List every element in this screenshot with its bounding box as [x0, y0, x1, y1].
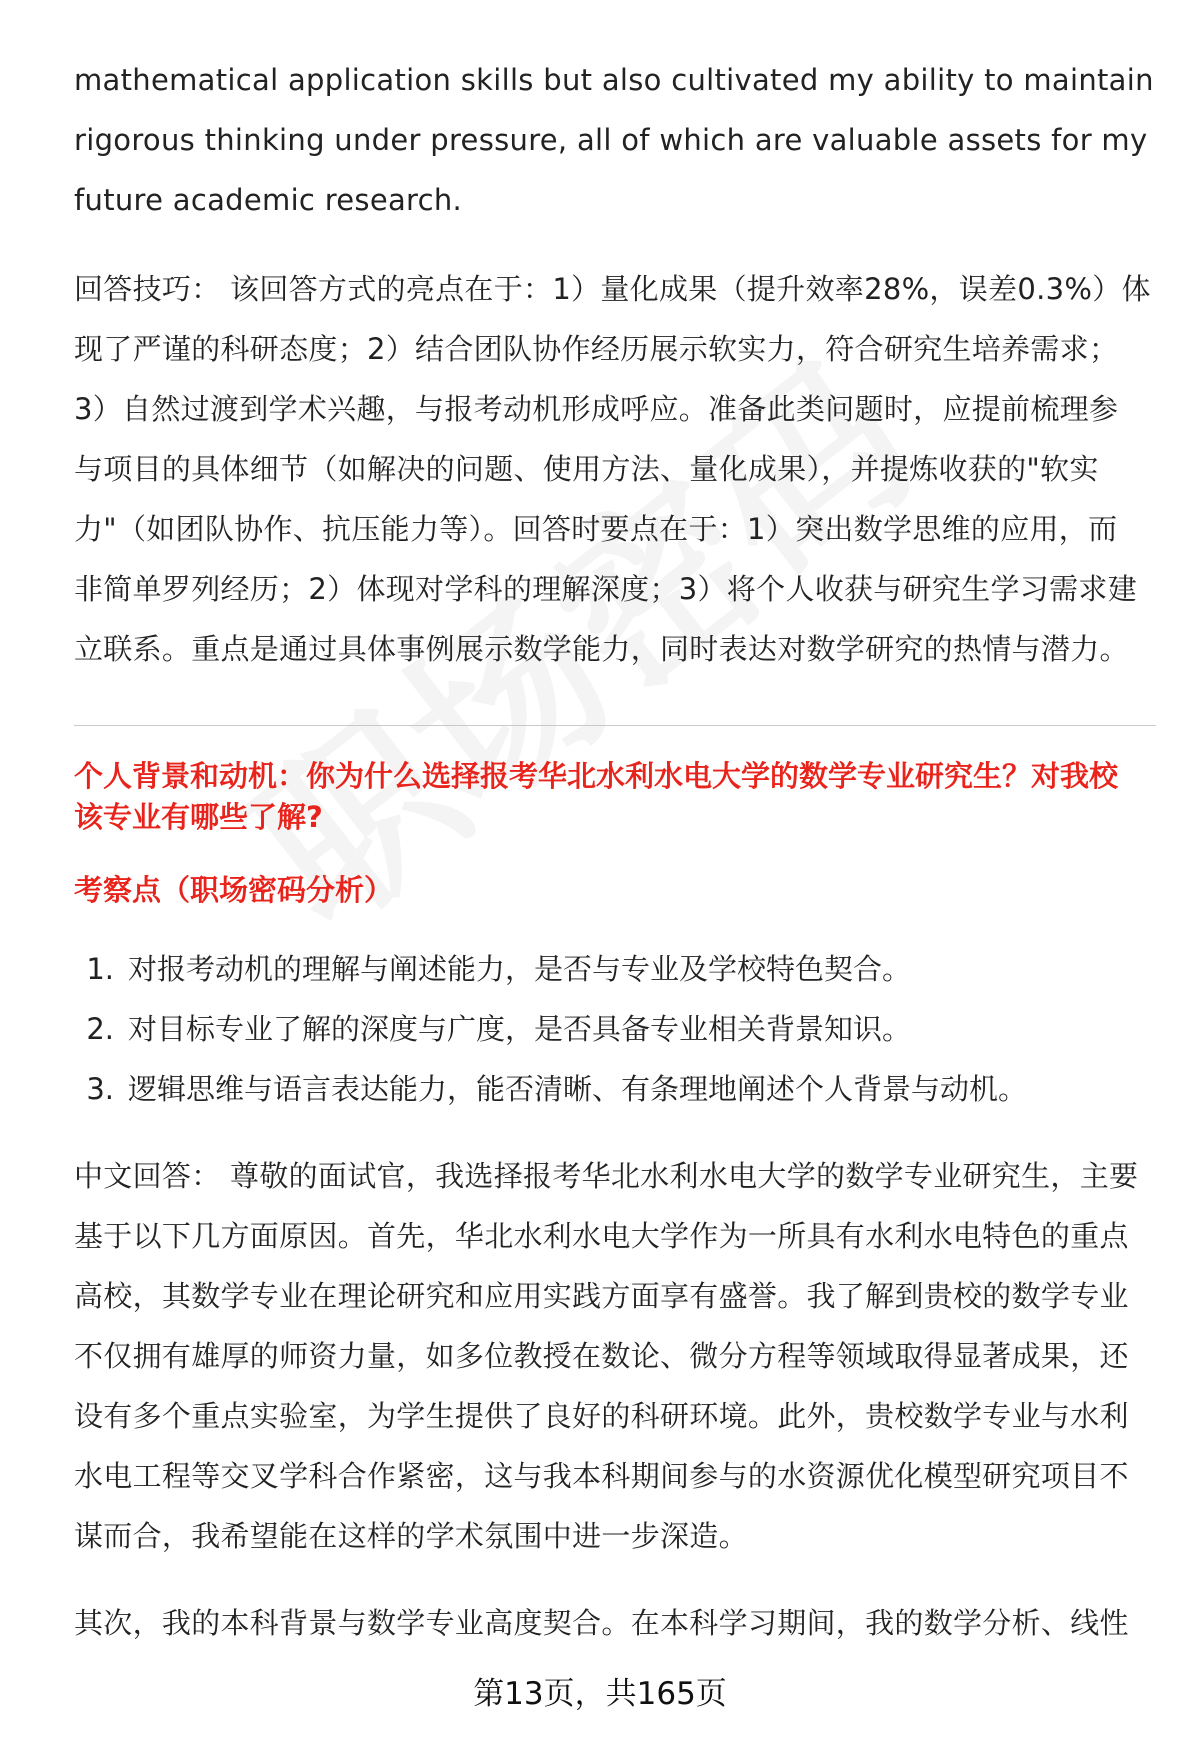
text-line: 水电工程等交叉学科合作紧密，这与我本科期间参与的水资源优化模型研究项目不	[74, 1459, 1129, 1493]
text-line: 回答技巧： 该回答方式的亮点在于：1）量化成果（提升效率28%，误差0.3%）体	[74, 272, 1151, 306]
document-page	[74, 0, 1156, 1755]
list-item	[74, 939, 1156, 999]
list-item	[74, 1059, 1156, 1119]
section-divider	[74, 725, 1156, 726]
english-answer-continuation	[74, 50, 1156, 230]
text-line: future academic research.	[74, 183, 463, 217]
text-line: 力"（如团队协作、抗压能力等）。回答时要点在于：1）突出数学思维的应用，而	[74, 512, 1118, 546]
text-line: 高校，其数学专业在理论研究和应用实践方面享有盛誉。我了解到贵校的数学专业	[74, 1279, 1129, 1313]
text-line: 不仅拥有雄厚的师资力量，如多位教授在数论、微分方程等领域取得显著成果，还	[74, 1339, 1129, 1373]
list-item-number: 3.	[86, 1072, 114, 1106]
interview-question-heading	[74, 756, 1156, 838]
text-line: 其次，我的本科背景与数学专业高度契合。在本科学习期间，我的数学分析、线性	[74, 1606, 1129, 1640]
page-number: 第13页，共165页	[473, 1676, 727, 1712]
text-line: 立联系。重点是通过具体事例展示数学能力，同时表达对数学研究的热情与潜力。	[74, 632, 1129, 666]
list-item-text: 对目标专业了解的深度与广度，是否具备专业相关背景知识。	[128, 1012, 912, 1046]
text-line: mathematical application skills but also cultivated my ability to maintain	[74, 63, 1154, 97]
answer-tips-paragraph	[74, 259, 1156, 679]
list-item-text: 逻辑思维与语言表达能力，能否清晰、有条理地阐述个人背景与动机。	[128, 1072, 1028, 1106]
text-line: rigorous thinking under pressure, all of which are valuable assets for my	[74, 123, 1148, 157]
text-line: 基于以下几方面原因。首先，华北水利水电大学作为一所具有水利水电特色的重点	[74, 1219, 1129, 1253]
list-item-number: 1.	[86, 952, 114, 986]
question-line: 该专业有哪些了解?	[74, 800, 323, 834]
key-points-title: 考察点（职场密码分析）	[74, 873, 394, 907]
text-line: 谋而合，我希望能在这样的学术氛围中进一步深造。	[74, 1519, 748, 1553]
question-line: 个人背景和动机：你为什么选择报考华北水利水电大学的数学专业研究生？对我校	[74, 759, 1119, 793]
text-line: 与项目的具体细节（如解决的问题、使用方法、量化成果），并提炼收获的"软实	[74, 452, 1099, 486]
chinese-answer-paragraph	[74, 1146, 1156, 1566]
list-item	[74, 999, 1156, 1059]
list-item-number: 2.	[86, 1012, 114, 1046]
text-line: 现了严谨的科研态度；2）结合团队协作经历展示软实力，符合研究生培养需求；	[74, 332, 1119, 366]
text-line: 3）自然过渡到学术兴趣，与报考动机形成呼应。准备此类问题时，应提前梳理参	[74, 392, 1119, 426]
text-line: 设有多个重点实验室，为学生提供了良好的科研环境。此外，贵校数学专业与水利	[74, 1399, 1129, 1433]
text-line: 非简单罗列经历；2）体现对学科的理解深度；3）将个人收获与研究生学习需求建	[74, 572, 1138, 606]
key-points-list	[74, 939, 1156, 1119]
list-item-text: 对报考动机的理解与阐述能力，是否与专业及学校特色契合。	[128, 952, 912, 986]
chinese-answer-paragraph-continued	[74, 1593, 1156, 1653]
text-line: 中文回答： 尊敬的面试官，我选择报考华北水利水电大学的数学专业研究生，主要	[74, 1159, 1139, 1193]
